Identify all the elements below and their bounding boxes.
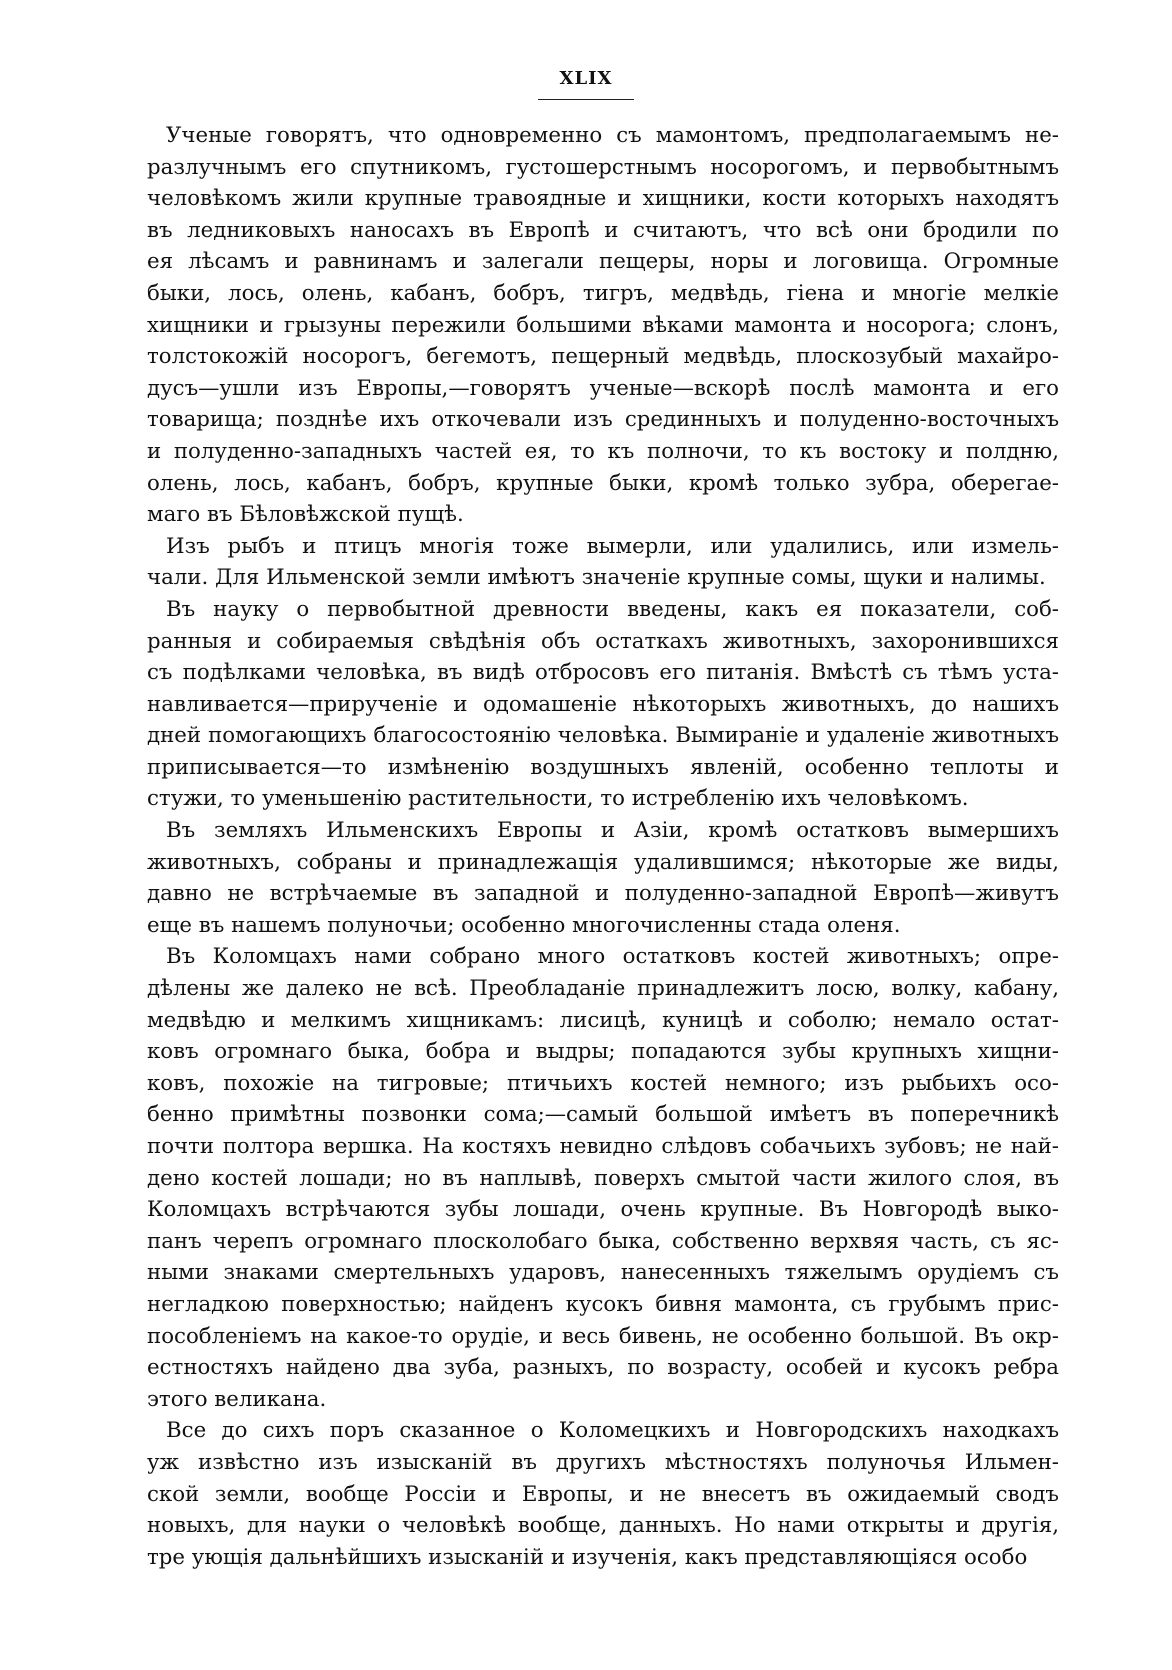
text-line: приписывается—то измѣненію воздушныхъ явленій, особенно теплоты и xyxy=(147,754,1059,780)
text-line: ской земли, вообще Россіи и Европы, и не внесетъ въ ожидаемый сводъ xyxy=(147,1481,1059,1507)
text-line: панъ черепъ огромнаго плосколобаго быка, собственно верхвяя часть, съ яс- xyxy=(147,1228,1059,1254)
text-line: въ ледниковыхъ наносахъ въ Европѣ и считаютъ, что всѣ они бродили по xyxy=(147,217,1059,243)
text-line: медвѣдю и мелкимъ хищникамъ: лисицѣ, куницѣ и соболю; немало остат- xyxy=(147,1007,1059,1033)
text-line: чали. Для Ильменской земли имѣютъ значеніе крупные сомы, щуки и налимы. xyxy=(147,565,1046,591)
text-line: ковъ, похожіе на тигровые; птичьихъ костей немного; изъ рыбьихъ осо- xyxy=(147,1070,1059,1096)
text-line: навливается—прирученіе и одомашеніе нѣкоторыхъ животныхъ, до нашихъ xyxy=(147,691,1059,717)
text-line: съ подѣлками человѣка, въ видѣ отбросовъ его питанія. Вмѣстѣ съ тѣмъ уста- xyxy=(147,660,1059,686)
text-line: еще въ нашемъ полуночьи; особенно многочисленны стада оленя. xyxy=(147,912,901,938)
text-line: ранныя и собираемыя свѣдѣнія объ остаткахъ животныхъ, захоронившихся xyxy=(147,628,1059,654)
text-line: почти полтора вершка. На костяхъ невидно слѣдовъ собачьихъ зубовъ; не най- xyxy=(147,1134,1059,1159)
paragraph xyxy=(147,815,1059,941)
body-text xyxy=(147,120,1059,1573)
paragraph xyxy=(147,941,1059,1415)
paragraph xyxy=(147,531,1059,594)
page-header xyxy=(0,68,1172,100)
text-line: негладкою поверхностью; найденъ кусокъ бивня мамонта, съ грубымъ прис- xyxy=(147,1291,1059,1317)
text-line: Ученые говорятъ, что одновременно съ мамонтомъ, предполагаемымъ не- xyxy=(166,123,1059,148)
text-line: Коломцахъ встрѣчаются зубы лошади, очень крупные. Въ Новгородѣ выко- xyxy=(147,1197,1059,1223)
text-line: дено костей лошади; но въ наплывѣ, поверхъ смытой части жилого слоя, въ xyxy=(147,1165,1059,1191)
text-line: человѣкомъ жили крупные травоядные и хищники, кости которыхъ находятъ xyxy=(147,186,1059,212)
text-line: давно не встрѣчаемые въ западной и полуденно-западной Европѣ—живутъ xyxy=(147,881,1059,907)
text-line: дѣлены же далеко не всѣ. Преобладаніе принадлежитъ лосю, волку, кабану, xyxy=(147,976,1059,1002)
text-line: маго въ Бѣловѣжской пущѣ. xyxy=(147,502,464,528)
text-line: пособленіемъ на какое-то орудіе, и весь бивень, не особенно большой. Въ окр- xyxy=(147,1323,1059,1349)
text-line: Въ Коломцахъ нами собрано много остатковъ костей животныхъ; опре- xyxy=(166,944,1059,970)
text-line: стужи, то уменьшенію растительности, то истребленію ихъ человѣкомъ. xyxy=(147,786,969,812)
header-rule xyxy=(538,99,634,100)
text-line: ковъ огромнаго быка, бобра и выдры; попадаются зубы крупныхъ хищни- xyxy=(147,1039,1059,1065)
text-line: дней помогающихъ благосостоянію человѣка. Вымираніе и удаленіе животныхъ xyxy=(147,723,1059,749)
text-line: ея лѣсамъ и равнинамъ и залегали пещеры, норы и логовища. Огромные xyxy=(147,249,1059,275)
paragraph xyxy=(147,1415,1059,1573)
text-line: этого великана. xyxy=(147,1386,327,1412)
paragraph xyxy=(147,120,1059,531)
text-line: хищники и грызуны пережили большими вѣками мамонта и носорога; слонъ, xyxy=(147,312,1059,338)
page-number: XLIX xyxy=(559,68,613,89)
text-line: олень, лось, кабанъ, бобръ, крупные быки, кромѣ только зубра, оберегае- xyxy=(147,470,1059,496)
text-line: и полуденно-западныхъ частей ея, то къ полночи, то къ востоку и полдню, xyxy=(147,438,1059,464)
text-line: новыхъ, для науки о человѣкѣ вообще, данныхъ. Но нами открыты и другія, xyxy=(147,1513,1059,1539)
text-line: тре ующія дальнѣйшихъ изысканій и изученія, какъ представляющіяся особо xyxy=(147,1544,1028,1570)
text-line: разлучнымъ его спутникомъ, густошерстнымъ носорогомъ, и первобытнымъ xyxy=(147,154,1059,180)
text-line: Въ земляхъ Ильменскихъ Европы и Азіи, кромѣ остатковъ вымершихъ xyxy=(166,818,1059,844)
text-line: уж извѣстно изъ изысканій въ другихъ мѣстностяхъ полуночья Ильмен- xyxy=(147,1449,1059,1475)
text-line: Все до сихъ поръ сказанное о Коломецкихъ и Новгородскихъ находкахъ xyxy=(166,1418,1059,1444)
text-line: быки, лось, олень, кабанъ, бобръ, тигръ, медвѣдь, гіена и многіе мелкіе xyxy=(147,280,1059,306)
text-line: дусъ—ушли изъ Европы,—говорятъ ученые—вскорѣ послѣ мамонта и его xyxy=(147,375,1059,401)
text-line: Въ науку о первобытной древности введены, какъ ея показатели, соб- xyxy=(166,596,1059,622)
text-line: ными знаками смертельныхъ ударовъ, нанесенныхъ тяжелымъ орудіемъ съ xyxy=(147,1260,1059,1286)
text-line: естностяхъ найдено два зуба, разныхъ, по возрасту, особей и кусокъ ребра xyxy=(147,1355,1059,1381)
text-line: Изъ рыбъ и птицъ многія тоже вымерли, или удалились, или измель- xyxy=(166,533,1059,559)
text-line: толстокожій носорогъ, бегемотъ, пещерный медвѣдь, плоскозубый махайро- xyxy=(147,344,1059,370)
text-line: бенно примѣтны позвонки сома;—самый большой имѣетъ въ поперечникѣ xyxy=(147,1102,1059,1128)
text-line: товарища; позднѣе ихъ откочевали изъ срединныхъ и полуденно-восточныхъ xyxy=(147,407,1059,433)
text-line: животныхъ, собраны и принадлежащія удалившимся; нѣкоторые же виды, xyxy=(147,849,1059,875)
paragraph xyxy=(147,594,1059,815)
